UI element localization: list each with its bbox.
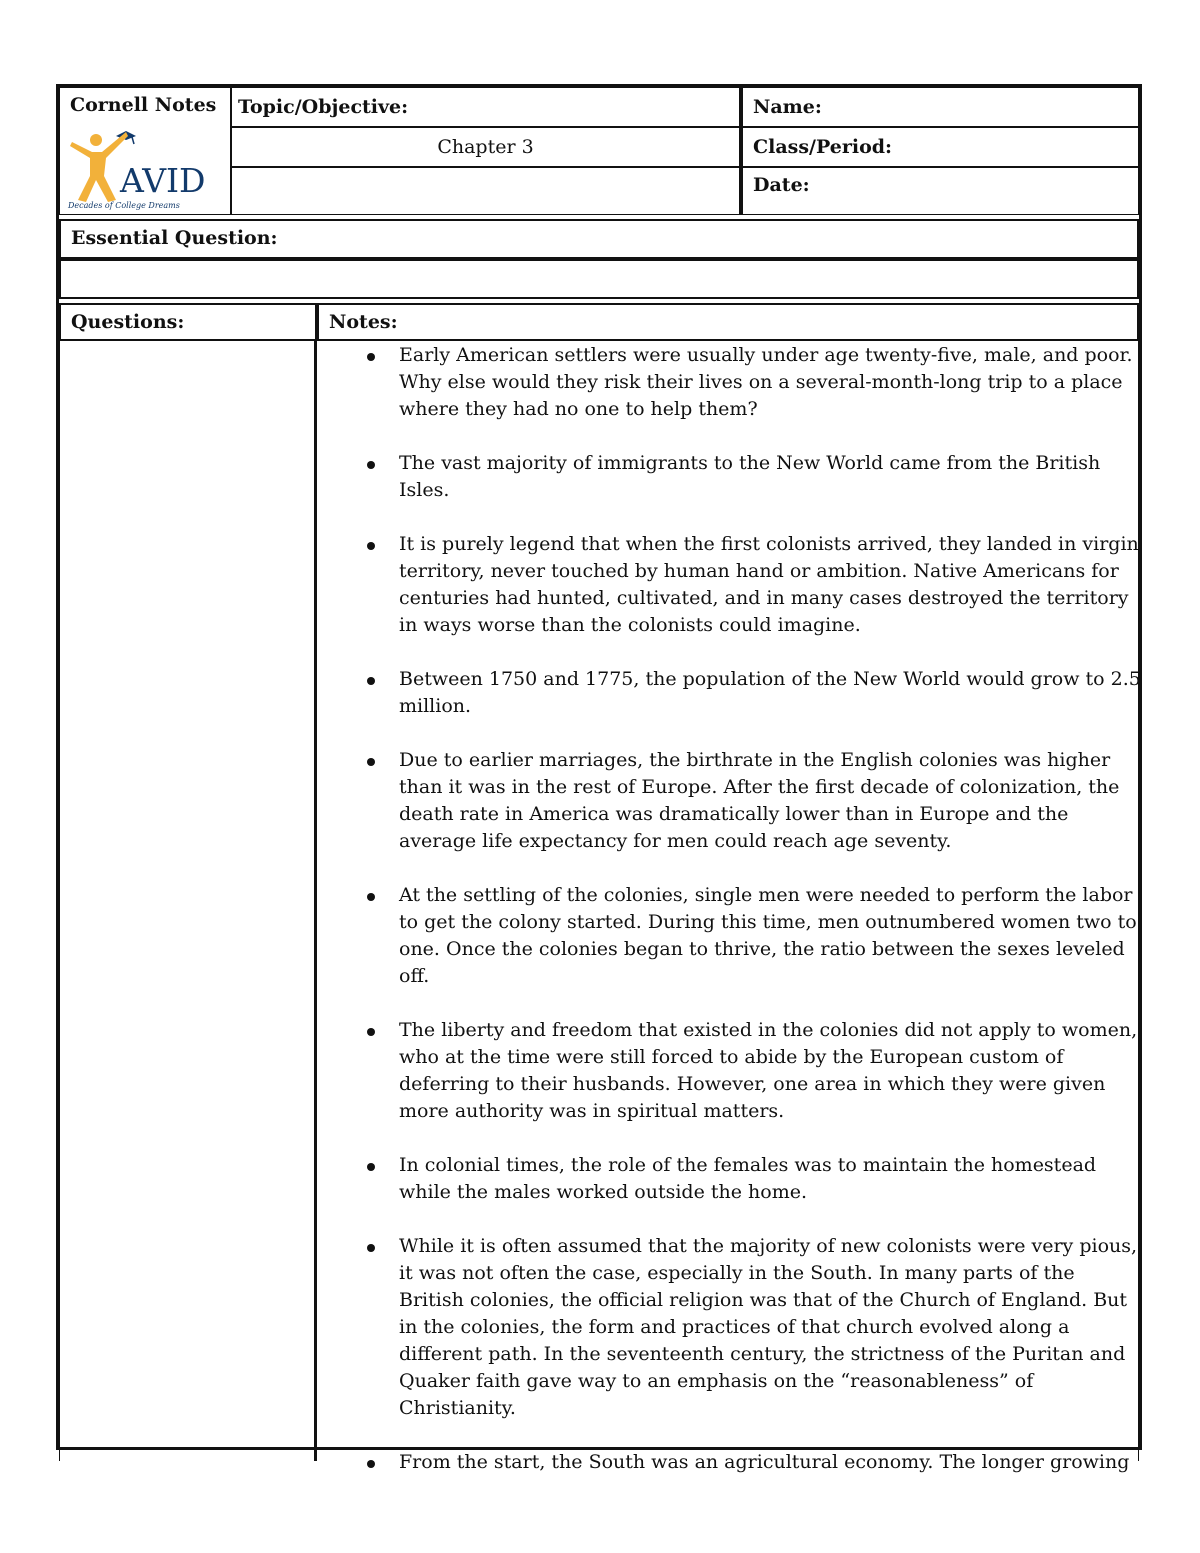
topic-label: Topic/Objective:	[238, 96, 409, 118]
bullet-icon	[367, 542, 375, 550]
questions-label: Questions:	[71, 311, 185, 333]
class-period-label: Class/Period:	[753, 136, 893, 158]
note-item: From the start, the South was an agricultural economy. The longer growing	[399, 1449, 1144, 1476]
note-item: Early American settlers were usually under age twenty-five, male, and poor. Why else would they risk their lives on a several-month-long trip to a place where they had no one to help them?	[399, 342, 1144, 423]
note-item: Between 1750 and 1775, the population of the New World would grow to 2.5 million.	[399, 666, 1144, 720]
note-item: It is purely legend that when the first colonists arrived, they landed in virgin territory, never touched by human hand or ambition. Native Americans for centuries had hunted, cultivated, and in many cases destroyed the territory in ways worse than the colonists could imagine.	[399, 531, 1144, 639]
notes-list	[399, 342, 1144, 1503]
note-item: Due to earlier marriages, the birthrate in the English colonies was higher than it was in the rest of Europe. After the first decade of colonization, the death rate in America was dramatically lower than in Europe and the average life expectancy for men could reach age seventy.	[399, 747, 1144, 855]
name-label: Name:	[753, 96, 822, 118]
cornell-notes-sheet	[56, 84, 1142, 1473]
questions-header-cell	[59, 303, 317, 341]
logo-cell	[59, 87, 231, 215]
bullet-icon	[367, 677, 375, 685]
note-item: While it is often assumed that the majority of new colonists were very pious, it was not often the case, especially in the South. In many parts of the British colonies, the official religion was that of the Church of England. But in the colonies, the form and practices of that church evolved along a different path. In the seventeenth century, the strictness of the Puritan and Quaker faith gave way to an emphasis on the “reasonableness” of Christianity.	[399, 1233, 1144, 1422]
essential-question-answer-cell[interactable]	[59, 259, 1139, 299]
cornell-notes-label: Cornell Notes	[70, 94, 217, 116]
topic-label-cell	[231, 87, 740, 127]
avid-wordmark: AVID	[120, 161, 206, 200]
figure-head-icon	[90, 134, 102, 146]
questions-column[interactable]	[59, 341, 317, 1461]
name-cell[interactable]	[740, 87, 1139, 127]
essential-question-label-cell	[59, 219, 1139, 259]
note-item: At the settling of the colonies, single men were needed to perform the labor to get the colony started. During this time, men outnumbered women two to one. Once the colonies began to thrive, the ratio between the sexes leveled off.	[399, 882, 1144, 990]
bullet-icon	[367, 1163, 375, 1171]
date-cell[interactable]	[740, 167, 1139, 215]
bullet-icon	[367, 758, 375, 766]
bullet-icon	[367, 1460, 375, 1468]
avid-tagline: Decades of College Dreams	[68, 201, 180, 210]
bullet-icon	[367, 1028, 375, 1036]
essential-question-label: Essential Question:	[71, 227, 278, 249]
date-label: Date:	[753, 174, 810, 196]
note-item: The liberty and freedom that existed in the colonies did not apply to women, who at the time were still forced to abide by the European custom of deferring to their husbands. However, one area in which they were given more authority was in spiritual matters.	[399, 1017, 1144, 1125]
note-item: In colonial times, the role of the females was to maintain the homestead while the males worked outside the home.	[399, 1152, 1144, 1206]
class-period-cell[interactable]	[740, 127, 1139, 167]
bullet-icon	[367, 353, 375, 361]
topic-value-cell[interactable]	[231, 127, 740, 167]
topic-extra-cell[interactable]	[231, 167, 740, 215]
bullet-icon	[367, 461, 375, 469]
avid-logo	[68, 118, 218, 210]
topic-value: Chapter 3	[437, 136, 534, 158]
note-item: The vast majority of immigrants to the New World came from the British Isles.	[399, 450, 1144, 504]
notes-header-cell	[317, 303, 1139, 341]
bullet-icon	[367, 893, 375, 901]
notes-label: Notes:	[329, 311, 398, 333]
bullet-icon	[367, 1244, 375, 1252]
